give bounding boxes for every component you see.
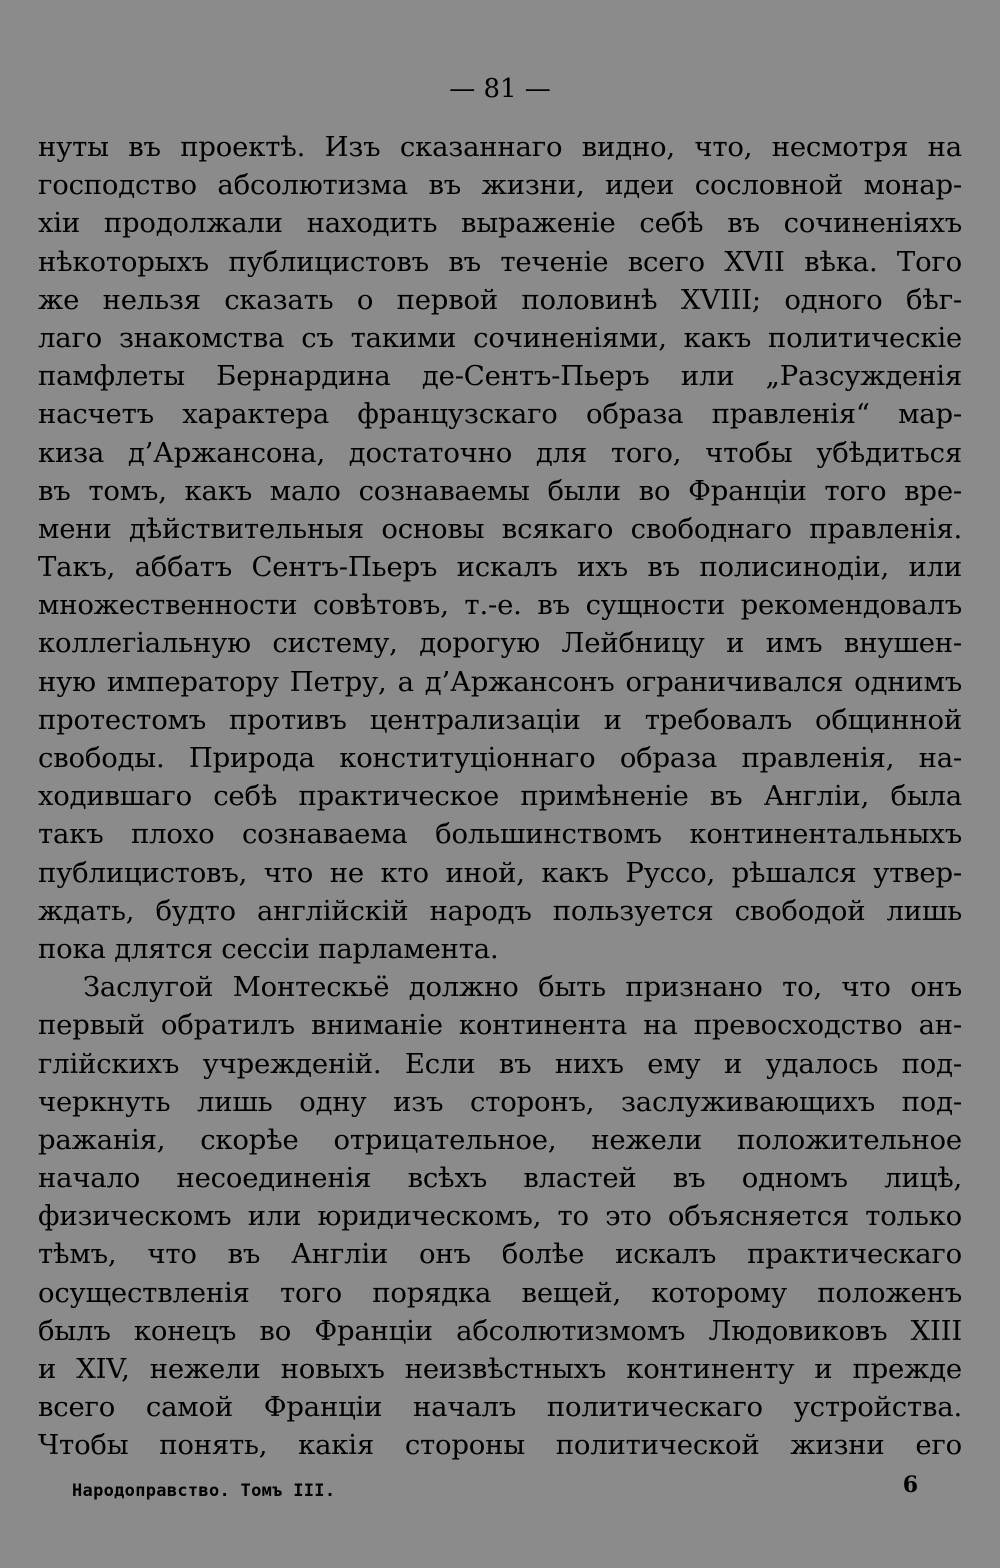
text-line: нѣкоторыхъ публицистовъ въ теченіе всего XVII вѣка. Того — [38, 245, 962, 278]
text-line: лаго знакомства съ такими сочиненіями, какъ политическіе — [38, 321, 962, 354]
text-line: Такъ, аббатъ Сентъ-Пьеръ искалъ ихъ въ полисинодіи, или — [38, 551, 962, 584]
signature-mark: 6 — [902, 1472, 918, 1498]
text-line: въ томъ, какъ мало сознаваемы были во Франціи того вре- — [38, 474, 962, 507]
footer-book-title: Народоправство. Томъ III. — [72, 1481, 336, 1501]
text-line: ную императору Петру, а д’Аржансонъ ограничивался однимъ — [38, 665, 962, 698]
text-line: начало несоединенія всѣхъ властей въ одномъ лицѣ, — [38, 1162, 962, 1195]
text-line: мени дѣйствительныя основы всякаго свободнаго правленія. — [38, 512, 962, 545]
text-line: публицистовъ, что не кто иной, какъ Руссо, рѣшался утвер- — [38, 856, 962, 889]
text-line: коллегіальную систему, дорогую Лейбницу и имъ внушен- — [38, 627, 962, 660]
text-line: черкнуть лишь одну изъ сторонъ, заслуживающихъ под- — [38, 1085, 962, 1118]
text-line: памфлеты Бернардина де-Сентъ-Пьеръ или „Разсужденія — [38, 360, 962, 393]
text-line: киза д’Аржансона, достаточно для того, чтобы убѣдиться — [38, 436, 962, 469]
text-line: ходившаго себѣ практическое примѣненіе въ Англіи, была — [38, 780, 962, 813]
text-line: ражанія, скорѣе отрицательное, нежели положительное — [38, 1123, 962, 1156]
text-line: нуты въ проектѣ. Изъ сказаннаго видно, что, несмотря на — [38, 131, 962, 163]
text-line: хіи продолжали находить выраженіе себѣ въ сочиненіяхъ — [38, 207, 962, 240]
text-line: насчетъ характера французскаго образа правленія“ мар- — [38, 398, 962, 431]
text-line: пока длятся сессіи парламента. — [38, 932, 499, 965]
text-line: тѣмъ, что въ Англіи онъ болѣе искалъ практическаго — [38, 1238, 962, 1271]
text-line: ждать, будто англійскій народъ пользуется свободой лишь — [38, 894, 962, 927]
text-line: же нельзя сказать о первой половинѣ XVIII; одного бѣг- — [38, 283, 962, 316]
text-line: и XIV, нежели новыхъ неизвѣстныхъ континенту и прежде — [38, 1353, 962, 1385]
text-line: Чтобы понять, какія стороны политической жизни его — [38, 1429, 962, 1462]
text-line: множественности совѣтовъ, т.-е. въ сущности рекомендовалъ — [38, 589, 962, 622]
text-line: глійскихъ учрежденій. Если въ нихъ ему и удалось под- — [38, 1047, 962, 1080]
text-line: физическомъ или юридическомъ, то это объясняется только — [38, 1200, 962, 1233]
text-line: осуществленія того порядка вещей, которому положенъ — [38, 1276, 962, 1309]
page-footer — [72, 1472, 930, 1506]
text-line: свободы. Природа конституціоннаго образа правленія, на- — [38, 742, 962, 774]
text-line: Заслугой Монтескьё должно быть признано то, что онъ — [83, 971, 962, 1004]
body-text — [38, 128, 962, 1465]
text-line: первый обратилъ вниманіе континента на превосходство ан- — [38, 1009, 962, 1042]
text-line: былъ конецъ во Франціи абсолютизмомъ Людовиковъ XIII — [38, 1314, 962, 1347]
text-line: протестомъ противъ централизаціи и требовалъ общинной — [38, 703, 962, 736]
text-line: такъ плохо сознаваема большинствомъ континентальныхъ — [38, 818, 962, 851]
text-line: всего самой Франціи началъ политическаго устройства. — [38, 1391, 962, 1424]
page-number: — 81 — — [449, 74, 551, 104]
text-line: господство абсолютизма въ жизни, идеи сословной монар- — [38, 169, 962, 202]
